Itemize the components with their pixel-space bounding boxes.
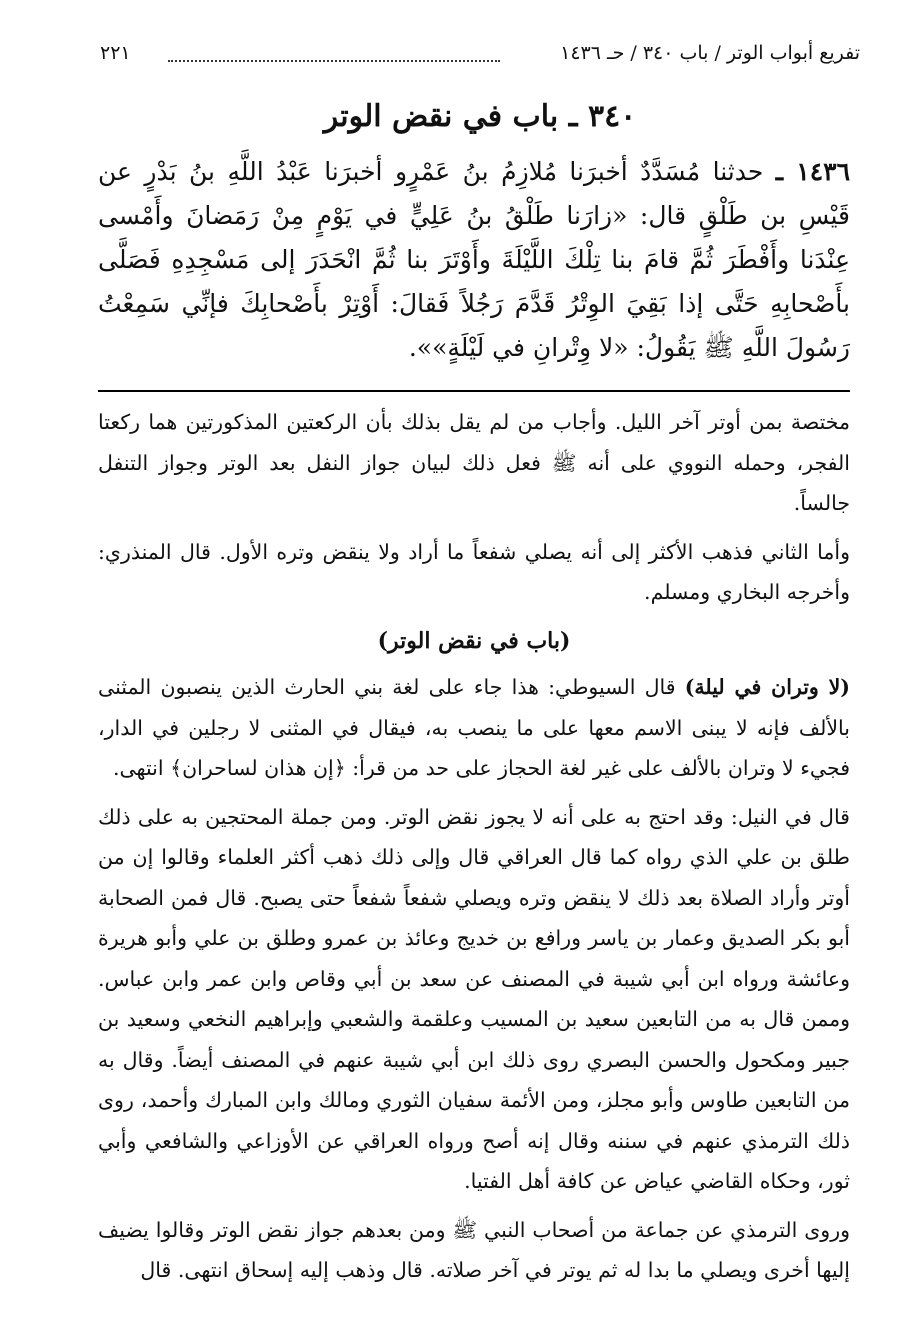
running-head: تفريع أبواب الوتر / باب ٣٤٠ / حـ ١٤٣٦ [560,42,860,64]
separator-rule [98,390,850,392]
page-header [100,42,860,78]
hadith-body: حدثنا مُسَدَّدٌ أخبرَنا مُلازِمُ بنُ عَمْرٍو أخبرَنا عَبْدُ اللَّهِ بنُ بَدْرٍ عن قَيْسِ بن طَلْقٍ قال: «زارَنا طَلْقُ بنُ عَلِيٍّ في يَوْمٍ مِنْ رَمَضانَ وأَمْسى عِنْدَنا وأَفْطَرَ ثُمَّ قامَ بنا تِلْكَ اللَّيْلَةَ وأَوْتَرَ بنا ثُمَّ انْحَدَرَ إلى مَسْجِدِهِ فَصَلَّى بأَصْحابِهِ حَتَّى إذا بَقِيَ الوِتْرُ قَدَّمَ رَجُلاً فَقالَ: أَوْتِرْ بأَصْحابِكَ فإنِّي سَمِعْتُ رَسُولَ اللَّهِ ﷺ يَقُولُ: «لا وِتْرانِ في لَيْلَةٍ»». [98,157,850,362]
chapter-title: ٣٤٠ ـ باب في نقض الوتر [323,99,637,134]
lemma-explanation: قال السيوطي: هذا جاء على لغة بني الحارث الذين ينصبون المثنى بالألف فإنه لا يبنى الاسم معها على ما ينصب به، فيقال في المثنى لا رجلين في الدار، فجيء لا وتران بالألف على غير لغة الحجاز على حد من قرأ: ﴿إن هذان لساحران﴾ انتهى. [98,675,850,780]
commentary-paragraph [98,667,850,789]
lemma: (لا وتران في ليلة) [684,675,851,699]
leader-dots [168,60,500,62]
commentary [98,402,850,1299]
section-subtitle: (باب في نقض الوتر) [377,627,571,654]
commentary-paragraph: مختصة بمن أوتر آخر الليل. وأجاب من لم يقل بذلك بأن الركعتين المذكورتين هما ركعتا الفجر، وحمله النووي على أنه ﷺ فعل ذلك لبيان جواز النفل بعد الوتر وجواز التنفل جالساً. [98,410,850,515]
commentary-paragraph: قال في النيل: وقد احتج به على أنه لا يجوز نقض الوتر. ومن جملة المحتجين به على ذلك طلق بن علي الذي رواه كما قال العراقي قال وإلى ذلك ذهب أكثر العلماء وقالوا إن من أوتر وأراد الصلاة بعد ذلك لا ينقض وتره ويصلي شفعاً شفعاً حتى يصبح. قال فمن الصحابة أبو بكر الصديق وعمار بن ياسر ورافع بن خديج وعائذ بن عمرو وطلق بن علي وأبو هريرة وعائشة ورواه ابن أبي شيبة في المصنف عن سعد بن أبي وقاص وابن عمر وابن عباس. وممن قال به من التابعين سعيد بن المسيب وعلقمة والشعبي وإبراهيم النخعي وسعيد بن جبير ومكحول والحسن البصري روى ذلك ابن أبي شيبة عنهم في المصنف أيضاً. وقال به من التابعين طاوس وأبو مجلز، ومن الأئمة سفيان الثوري ومالك وابن المبارك وأحمد، روى ذلك الترمذي عنهم في سننه وقال إنه أصح ورواه العراقي عن الأوزاعي والشافعي وأبي ثور، وحكاه القاضي عياض عن كافة أهل الفتيا. [98,804,850,1193]
commentary-paragraph: وروى الترمذي عن جماعة من أصحاب النبي ﷺ ومن بعدهم جواز نقض الوتر وقالوا يضيف إليها أخرى ويصلي ما بدا له ثم يوتر في آخر صلاته. قال وذهب إليه إسحاق انتهى. قال [98,1217,850,1282]
commentary-paragraph: وأما الثاني فذهب الأكثر إلى أنه يصلي شفعاً ما أراد ولا ينقض وتره الأول. قال المنذري: وأخرجه البخاري ومسلم. [98,539,850,604]
hadith-number: ١٤٣٦ ـ [775,157,851,186]
hadith-text [98,150,850,370]
page-number: ٢٢١ [100,42,131,64]
